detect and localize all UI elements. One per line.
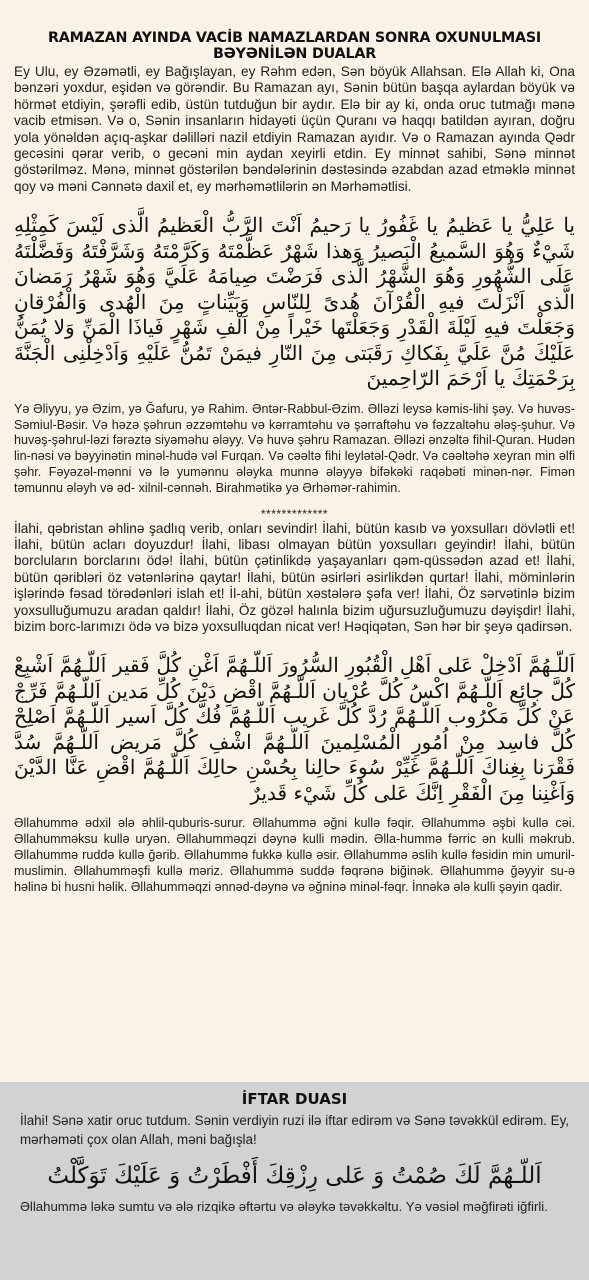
dua-2-transliteration: Əllahummə ədxil ələ əhlil-quburis-surur. Əllahummə əğni kullə fəqir. Əllahummə əşbi kullə cəi. Əllahumməksu kullə uryən. Əllahumməqzi dəynə kulli mədin. Əlla-hummə fərric ən kulli məkrub. Əllahummə ruddə kullə ğərib. Əllahummə fukkə kullə əsir. Əllahummə əslih kullə fəsidin min umuril-muslimin. Əllahumməşfi kullə məriz. Əllahummə suddə fəqrənə biğinək. Əllahummə ğəyyir su-ə həlinə bi husni həlik. Əllahumməqzi ənnəd-dəynə və əğninə minəl-fəqr. İnnəkə ələ kulli şəyin qadir. [14, 816, 575, 894]
dua-2-meaning: İlahi, qəbristan əhlinə şadlıq verib, onları sevindir! İlahi, bütün kasıb və yoxsulları dövlətli et! İlahi, bütün acları doyuzdur! İlahi, libası olmayan bütün yoxsulları geyindir! İlahi, bütün borcluların borclarını ödə! İlahi, bütün çətinlikdə yaşayanları qəm-qüssədən azad et! İlahi, bütün qəribləri öz vətənlərinə qaytar! İlahi, bütün əsirləri əsirlikdən qurtar! İlahi, möminlərin işlərində fəsad törədənləri islah et! İl-ahi, bütün xəstələrə şəfa ver! İlahi, Öz sərvətinlə bizim yoxsulluğumuzu aradan qaldır! İlahi, Öz gözəl halınla bizim uğursuzluğumuzu dəyişdir! İlahi, bizim borc-larımızı ödə və bizə yoxsulluqdan nicat ver! Həqiqətən, Sən hər bir şeyə qadirsən. [14, 520, 575, 634]
iftar-meaning: İlahi! Sənə xatir oruc tutdum. Sənin verdiyin ruzi ilə iftar edirəm və Sənə təvəkkül edirəm. Ey, mərhəməti çox olan Allah, məni bağışla! [20, 1113, 569, 1147]
dua-1-meaning: Ey Ulu, ey Əzəmətli, ey Bağışlayan, ey Rəhm edən, Sən böyük Allahsan. Elə Allah ki, Ona bənzəri yoxdur, eşidən və görəndir. Bu Ramazan ayı, Sənin bütün başqa aylardan böyük və hörmət etdiyin, şərəfli edib, üstün tutduğun bir aydır. Elə bir ay ki, onda oruc tutmağı mənə vacib etmisən. Və o, Sənin insanların hidayəti üçün Quranı və haqqı batildən ayıran, doğru yola yönəldən açıq-aşkar dəlilləri nazil etdiyin Ramazan ayıdır. Və o Ramazan ayında Qədr gecəsini qərar verib, o gecəni min aydan xeyirli etdin. Ey minnət sahibi, Sənə minnət göstərilməz. Mənə, minnət göstərilən bəndələrinin dəstəsində əzabdan azad etməklə minnət qoy və məni Cənnətə daxil et, ey mərhəmətlilərin ən Mərhəmətlisi. [14, 64, 575, 194]
iftar-heading: İFTAR DUASI [241, 1090, 348, 1108]
separator: ************* [260, 506, 329, 521]
dua-2-arabic: اَللّـهُمَّ اَدْخِلْ عَلى اَهْلِ الْقُبُورِ السُّرُورَ اَللّـهُمَّ اَغْنِ كُلَّ فَقير اَللّـهُمَّ اَشْبِعْ كُلَّ جائِع اَللّـهُمَّ اكْسُ كُلَّ عُرْيان اَللّـهُمَّ اقْضِ دَيْنَ كُلِّ مَدين اَللّـهُمَّ فَرِّجْ عَنْ كُلِّ مَكْرُوب اَللّـهُمَّ رُدَّ كُلَّ غَريب اَللّـهُمَّ فُكَّ كُلَّ اَسير اَللّـهُمَّ اَصْلِحْ كُلَّ فاسِد مِنْ اُمُورِ الْمُسْلِمينَ اَللّـهُمَّ اشْفِ كُلَّ مَريض اَللّـهُمَّ سُدَّ فَقْرَنا بِغِناكَ اَللّـهُمَّ غَيِّرْ سُوءَ حالِنا بِحُسْنِ حالِكَ اَللّـهُمَّ اقْضِ عَنَّا الدَّيْنَ وَاَغْنِنا مِنَ الْفَقْرِ اِنَّكَ عَلى كُلِّ شَيْء قَديرٌ [14, 653, 575, 805]
dua-1-transliteration: Yə Əliyyu, yə Əzim, yə Ğafuru, yə Rahim. Əntər-Rabbul-Əzim. Əlləzi leysə kəmis-lihi şəy. Və huvəs-Səmiul-Bəsir. Və həzə şəhrun əzzəmtəhu və kərramtəhu və şərraftəhu və fəzzaltəhu ələş-şuhur. Və huvəş-şəhrul-ləzi fərəztə siyəməhu ələyy. Və huvə şəhru Ramazan. Əlləzi ənzəltə fihil-Quran. Hudən lin-nəsi və bəyyinətin minəl-hudə vəl Furqan. Və cəəltə fihi leylətəl-Qədr. Və cəəltəhə xeyran min əlfi şəhr. Fəyəzəl-mənni və lə yumənnu ələyka munnə ələyyə bifəkəki raqəbəti minən-nər. Fimən təmunnu ələyh və əd- xilnil-cənnəh. Birahmətikə yə Ərhəmər-rahimin. [14, 401, 575, 495]
iftar-transliteration: Əllahummə ləkə sumtu və ələ rizqikə əftərtu və ələykə təvəkkəltu. Yə vəsiəl məğfirəti iğfirli. [20, 1199, 548, 1214]
dua-1-arabic: يا عَلِيُّ يا عَظيمُ يا غَفُورُ يا رَحيمُ اَنْتَ الرَّبُّ الْعَظيمُ الَّذى لَيْسَ كَمِثْلِهِ شَيْءٌ وَهُوَ السَّميعُ الْبَصيرُ وَهذا شَهْرٌ عَظَّمْتَهُ وَكَرَّمْتَهُ وَشَرَّفْتَهُ وَفَضَّلْتَهُ عَلَى الشُّهُورِ وَهُوَ الشَّهْرُ الَّذى فَرَضْتَ صِيامَهُ عَلَيَّ وَهُوَ شَهْرُ رَمَضانَ الَّذى اَنْزَلْتَ فيهِ الْقُرْآنَ هُدىً لِلنّاسِ وَبَيِّناتٍ مِنَ الْهُدى وَالْفُرْقانِ وَجَعَلْتَ فيهِ لَيْلَةَ الْقَدْرِ وَجَعَلْتَها خَيْراً مِنْ اَلْفِ شَهْرٍ فَياذَا الْمَنِّ وَلا يُمَنُّ عَلَيْكَ مُنَّ عَلَيَّ بِفَكاكِ رَقَبَتى مِنَ النّارِ فيمَنْ تَمُنُّ عَلَيْهِ وَاَدْخِلْنِى الْجَنَّةَ بِرَحْمَتِكَ يا اَرْحَمَ الرّاحِمينَ [14, 213, 575, 391]
page-title: RAMAZAN AYINDA VACİB NAMAZLARDAN SONRA OXUNULMASI BƏYƏNİLƏN DUALAR [47, 30, 542, 62]
dua-1 [14, 64, 575, 497]
iftar-arabic: اَللّـهُمَّ لَكَ صُمْتُ وَ عَلى رِزْقِكَ أَفْطَرْتُ وَ عَلَيْكَ تَوَكَّلْتُ [47, 1163, 542, 1189]
dua-2 [14, 521, 575, 896]
iftar-section [0, 1082, 589, 1280]
